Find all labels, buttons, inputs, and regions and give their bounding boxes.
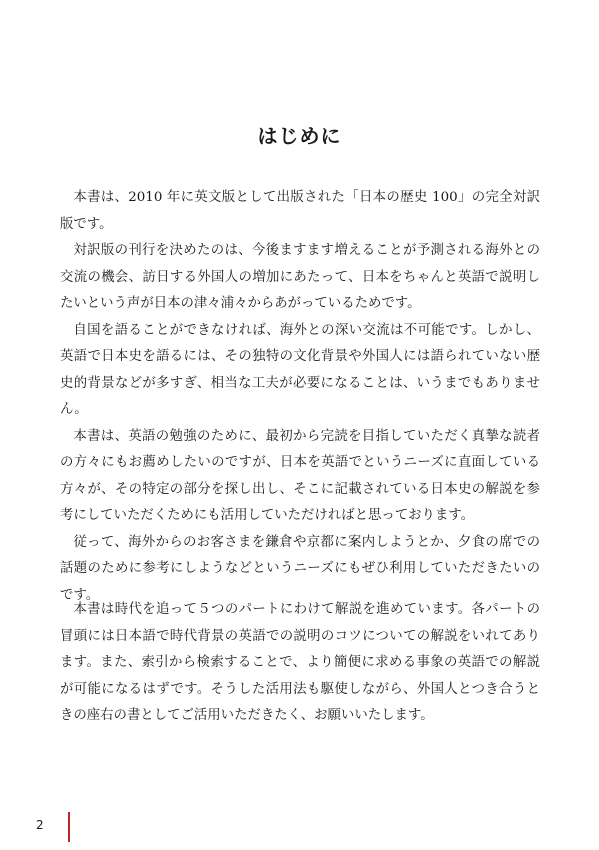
intro-section-2 (60, 597, 540, 730)
paragraph: 本書は時代を追って５つのパートにわけて解説を進めています。各パートの冒頭には日本語で時代背景の英語での説明のコツについての解説をいれてあります。また、索引から検索することで、より簡便に求める事象の英語での解説が可能になるはずです。そうした活用法も駆使しながら、外国人とつき合うときの座右の書としてご活用いただきたく、お願いいたします。 (60, 602, 540, 723)
page-number: 2 (36, 818, 44, 832)
paragraph: 従って、海外からのお客さまを鎌倉や京都に案内しようとか、夕食の席での話題のために参考にしようなどというニーズにもぜひ利用していただきたいのです。 (60, 534, 540, 603)
paragraph: 自国を語ることができなければ、海外との深い交流は不可能です。しかし、英語で日本史を語るには、その独特の文化背景や外国人には語られていない歴史的背景などが多すぎ、相当な工夫が必要になることは、いうまでもありません。 (60, 322, 540, 417)
paragraph: 対訳版の刊行を決めたのは、今後ますます増えることが予測される海外との交流の機会、訪日する外国人の増加にあたって、日本をちゃんと英語で説明したいという声が日本の津々浦々からあがっているためです。 (60, 243, 540, 311)
page-title: はじめに (257, 124, 342, 148)
footer-accent-rule (68, 812, 70, 842)
intro-section-1 (60, 185, 540, 609)
paragraph: 本書は、英語の勉強のために、最初から完読を目指していただく真摯な読者の方々にもお薦めしたいのですが、日本を英語でというニーズに直面している方々が、その特定の部分を探し出し、そこに記載されている日本史の解説を参考にしていただくためにも活用していただければと思っております。 (60, 428, 540, 523)
paragraph: 本書は、2010 年に英文版として出版された「日本の歴史 100」の完全対訳版です。 (60, 190, 540, 232)
